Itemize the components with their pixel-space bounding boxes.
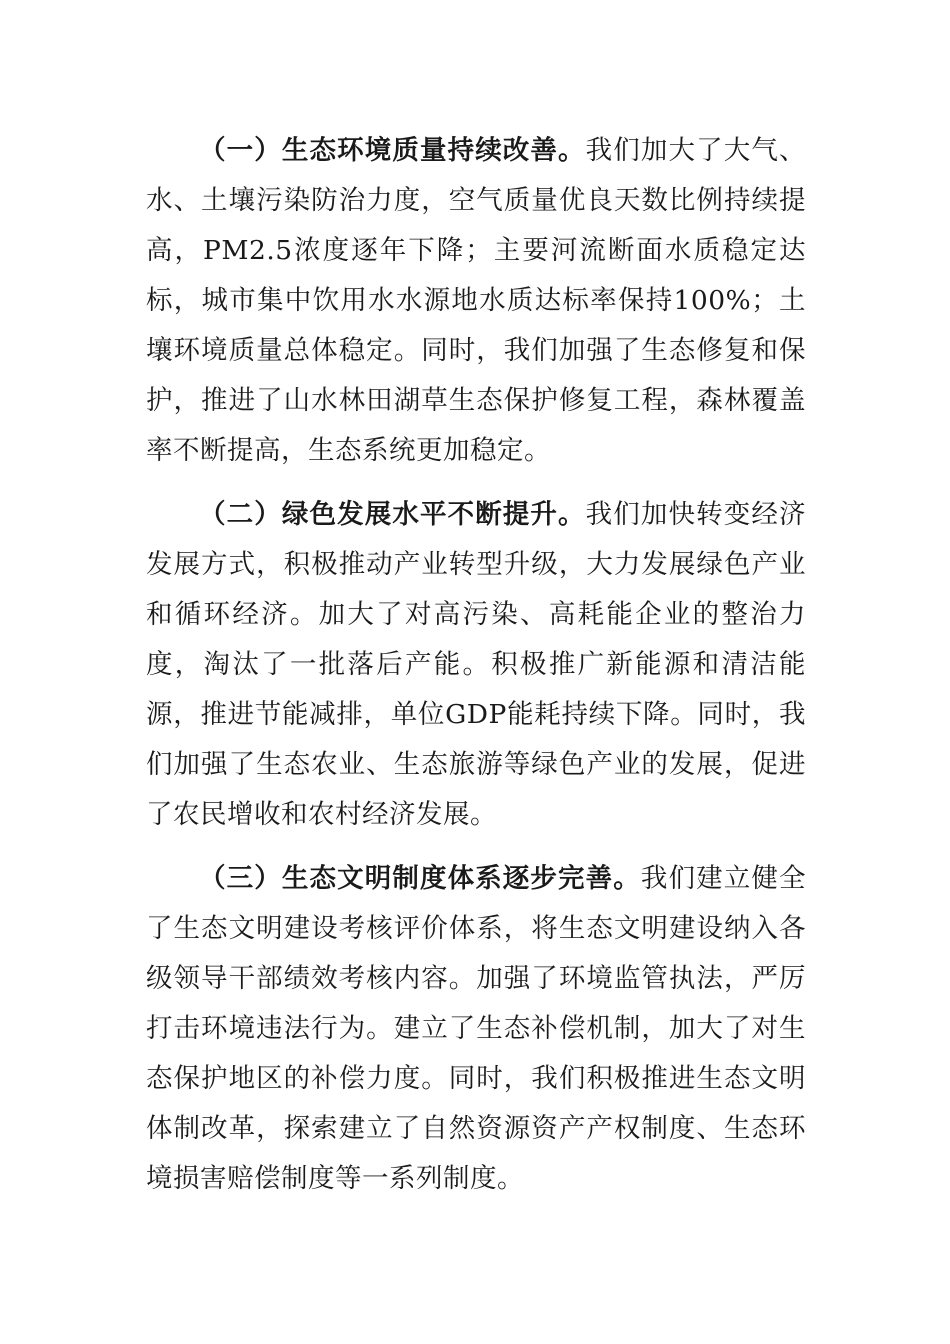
paragraph-heading: （一）生态环境质量持续改善。	[199, 135, 586, 166]
paragraph-body: 我们加大了大气、水、土壤污染防治力度，空气质量优良天数比例持续提高，PM2.5浓度逐年下降；主要河流断面水质稳定达标，城市集中饮用水水源地水质达标率保持100%；土壤环境质量总体稳定。同时，我们加强了生态修复和保护，推进了山水林田湖草生态保护修复工程，森林覆盖率不断提高，生态系统更加稳定。	[146, 135, 807, 466]
paragraph-ecological-environment	[146, 126, 806, 476]
paragraph-body: 我们加快转变经济发展方式，积极推动产业转型升级，大力发展绿色产业和循环经济。加大了对高污染、高耗能企业的整治力度，淘汰了一批落后产能。积极推广新能源和清洁能源，推进节能减排，单位GDP能耗持续下降。同时，我们加强了生态农业、生态旅游等绿色产业的发展，促进了农民增收和农村经济发展。	[146, 499, 807, 830]
paragraph-green-development	[146, 490, 806, 840]
paragraph-institutional-system	[146, 854, 806, 1204]
document-page	[146, 126, 806, 1218]
paragraph-heading: （三）生态文明制度体系逐步完善。	[199, 863, 641, 894]
paragraph-body: 我们建立健全了生态文明建设考核评价体系，将生态文明建设纳入各级领导干部绩效考核内容。加强了环境监管执法，严厉打击环境违法行为。建立了生态补偿机制，加大了对生态保护地区的补偿力度。同时，我们积极推进生态文明体制改革，探索建立了自然资源资产产权制度、生态环境损害赔偿制度等一系列制度。	[146, 863, 807, 1194]
paragraph-heading: （二）绿色发展水平不断提升。	[199, 499, 586, 530]
